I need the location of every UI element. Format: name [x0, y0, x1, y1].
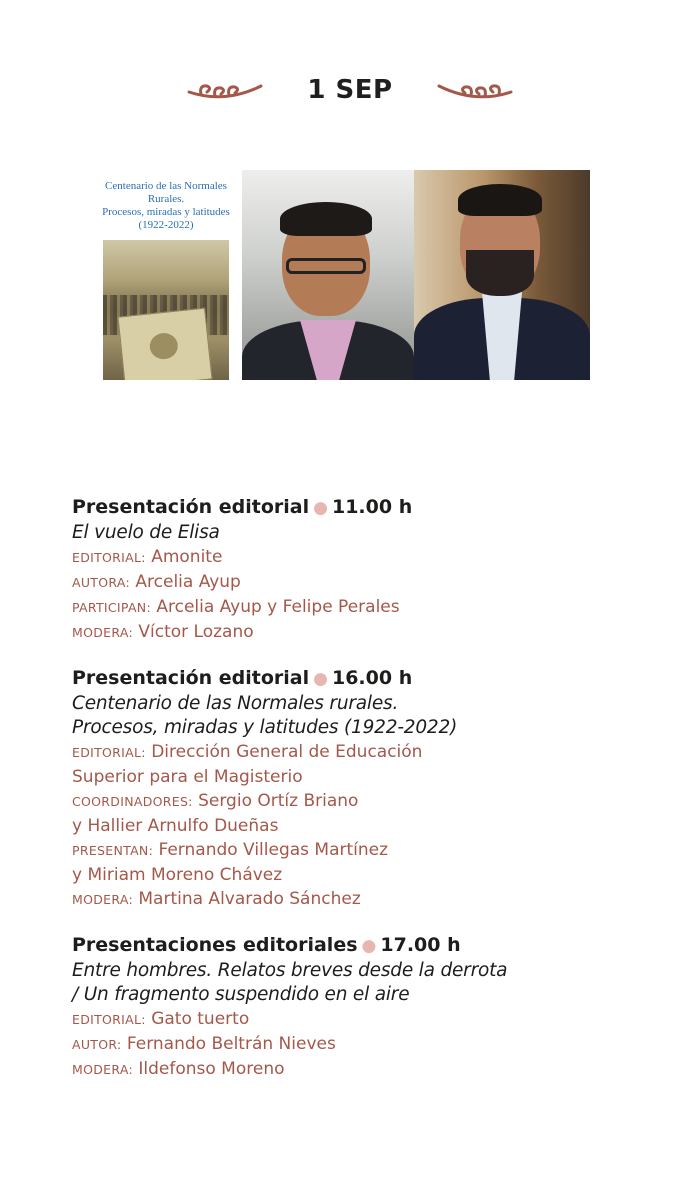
- detail-value: y Hallier Arnulfo Dueñas: [72, 816, 279, 836]
- program-list: [72, 494, 632, 1102]
- bullet-dot-icon: ●: [361, 936, 377, 956]
- event-title-line2: / Un fragmento suspendido en el aire: [72, 984, 410, 1005]
- event-heading: [72, 494, 632, 521]
- detail-value: Arcelia Ayup: [135, 572, 241, 592]
- event-title: El vuelo de Elisa: [72, 522, 220, 543]
- detail-label: PARTICIPAN:: [72, 600, 151, 615]
- detail-label: EDITORIAL:: [72, 745, 146, 760]
- detail-value: Superior para el Magisterio: [72, 767, 303, 787]
- detail-label: PRESENTAN:: [72, 843, 154, 858]
- event-time: 17.00 h: [380, 934, 461, 956]
- event-detail-row: [72, 1007, 632, 1032]
- event-item: [72, 494, 632, 645]
- detail-label: EDITORIAL:: [72, 1012, 146, 1027]
- event-type: Presentación editorial: [72, 496, 310, 518]
- detail-value: Fernando Beltrán Nieves: [126, 1034, 336, 1054]
- detail-value: Amonite: [151, 547, 223, 567]
- detail-label: MODERA:: [72, 625, 133, 640]
- event-detail-row: [72, 1032, 632, 1057]
- event-title-line2: Procesos, miradas y latitudes (1922-2022): [72, 717, 458, 738]
- event-detail-row: [72, 814, 632, 838]
- event-heading: [72, 932, 632, 959]
- detail-value: Víctor Lozano: [138, 622, 254, 642]
- detail-value: Ildefonso Moreno: [138, 1059, 285, 1079]
- bullet-dot-icon: ●: [313, 669, 328, 689]
- detail-value: Dirección General de Educación: [151, 742, 423, 762]
- event-time: 16.00 h: [331, 667, 413, 689]
- event-time: 11.00 h: [331, 496, 413, 518]
- date-header: [0, 70, 700, 110]
- detail-label: EDITORIAL:: [72, 550, 146, 565]
- event-detail-row: [72, 1057, 632, 1082]
- event-item: [72, 665, 632, 912]
- detail-value: Sergio Ortíz Briano: [198, 791, 359, 811]
- event-detail-row: [72, 863, 632, 887]
- date-label: 1 SEP: [307, 75, 393, 105]
- detail-value: Martina Alvarado Sánchez: [138, 889, 361, 909]
- event-detail-row: [72, 789, 632, 814]
- left-flourish-icon: [187, 78, 263, 102]
- book-cover-image: [90, 170, 242, 380]
- detail-value: Fernando Villegas Martínez: [158, 840, 389, 860]
- detail-label: COORDINADORES:: [72, 794, 193, 809]
- detail-label: AUTOR:: [72, 1037, 122, 1052]
- event-item: [72, 932, 632, 1082]
- event-detail-row: [72, 740, 632, 765]
- event-detail-row: [72, 765, 632, 789]
- event-detail-row: [72, 545, 632, 570]
- event-heading: [72, 665, 632, 692]
- event-detail-row: [72, 887, 632, 912]
- detail-value: y Miriam Moreno Chávez: [72, 865, 283, 885]
- event-detail-row: [72, 570, 632, 595]
- event-detail-row: [72, 620, 632, 645]
- event-type: Presentaciones editoriales: [72, 934, 358, 956]
- event-type: Presentación editorial: [72, 667, 310, 689]
- right-flourish-icon: [437, 78, 513, 102]
- event-detail-row: [72, 595, 632, 620]
- event-title: Entre hombres. Relatos breves desde la derrota: [72, 960, 508, 981]
- event-detail-row: [72, 838, 632, 863]
- detail-label: MODERA:: [72, 892, 133, 907]
- portrait-photo-1: [242, 170, 414, 380]
- event-title: Centenario de las Normales rurales.: [72, 693, 399, 714]
- photo-strip: [90, 170, 590, 380]
- bullet-dot-icon: ●: [313, 498, 328, 518]
- detail-value: Arcelia Ayup y Felipe Perales: [156, 597, 400, 617]
- detail-label: MODERA:: [72, 1062, 133, 1077]
- detail-value: Gato tuerto: [151, 1009, 250, 1029]
- book-cover-title: Centenario de las Normales Rurales. Procesos, miradas y latitudes (1922-2022): [102, 180, 230, 231]
- detail-label: AUTORA:: [72, 575, 130, 590]
- portrait-photo-2: [414, 170, 590, 380]
- book-cover-photo: [103, 240, 229, 380]
